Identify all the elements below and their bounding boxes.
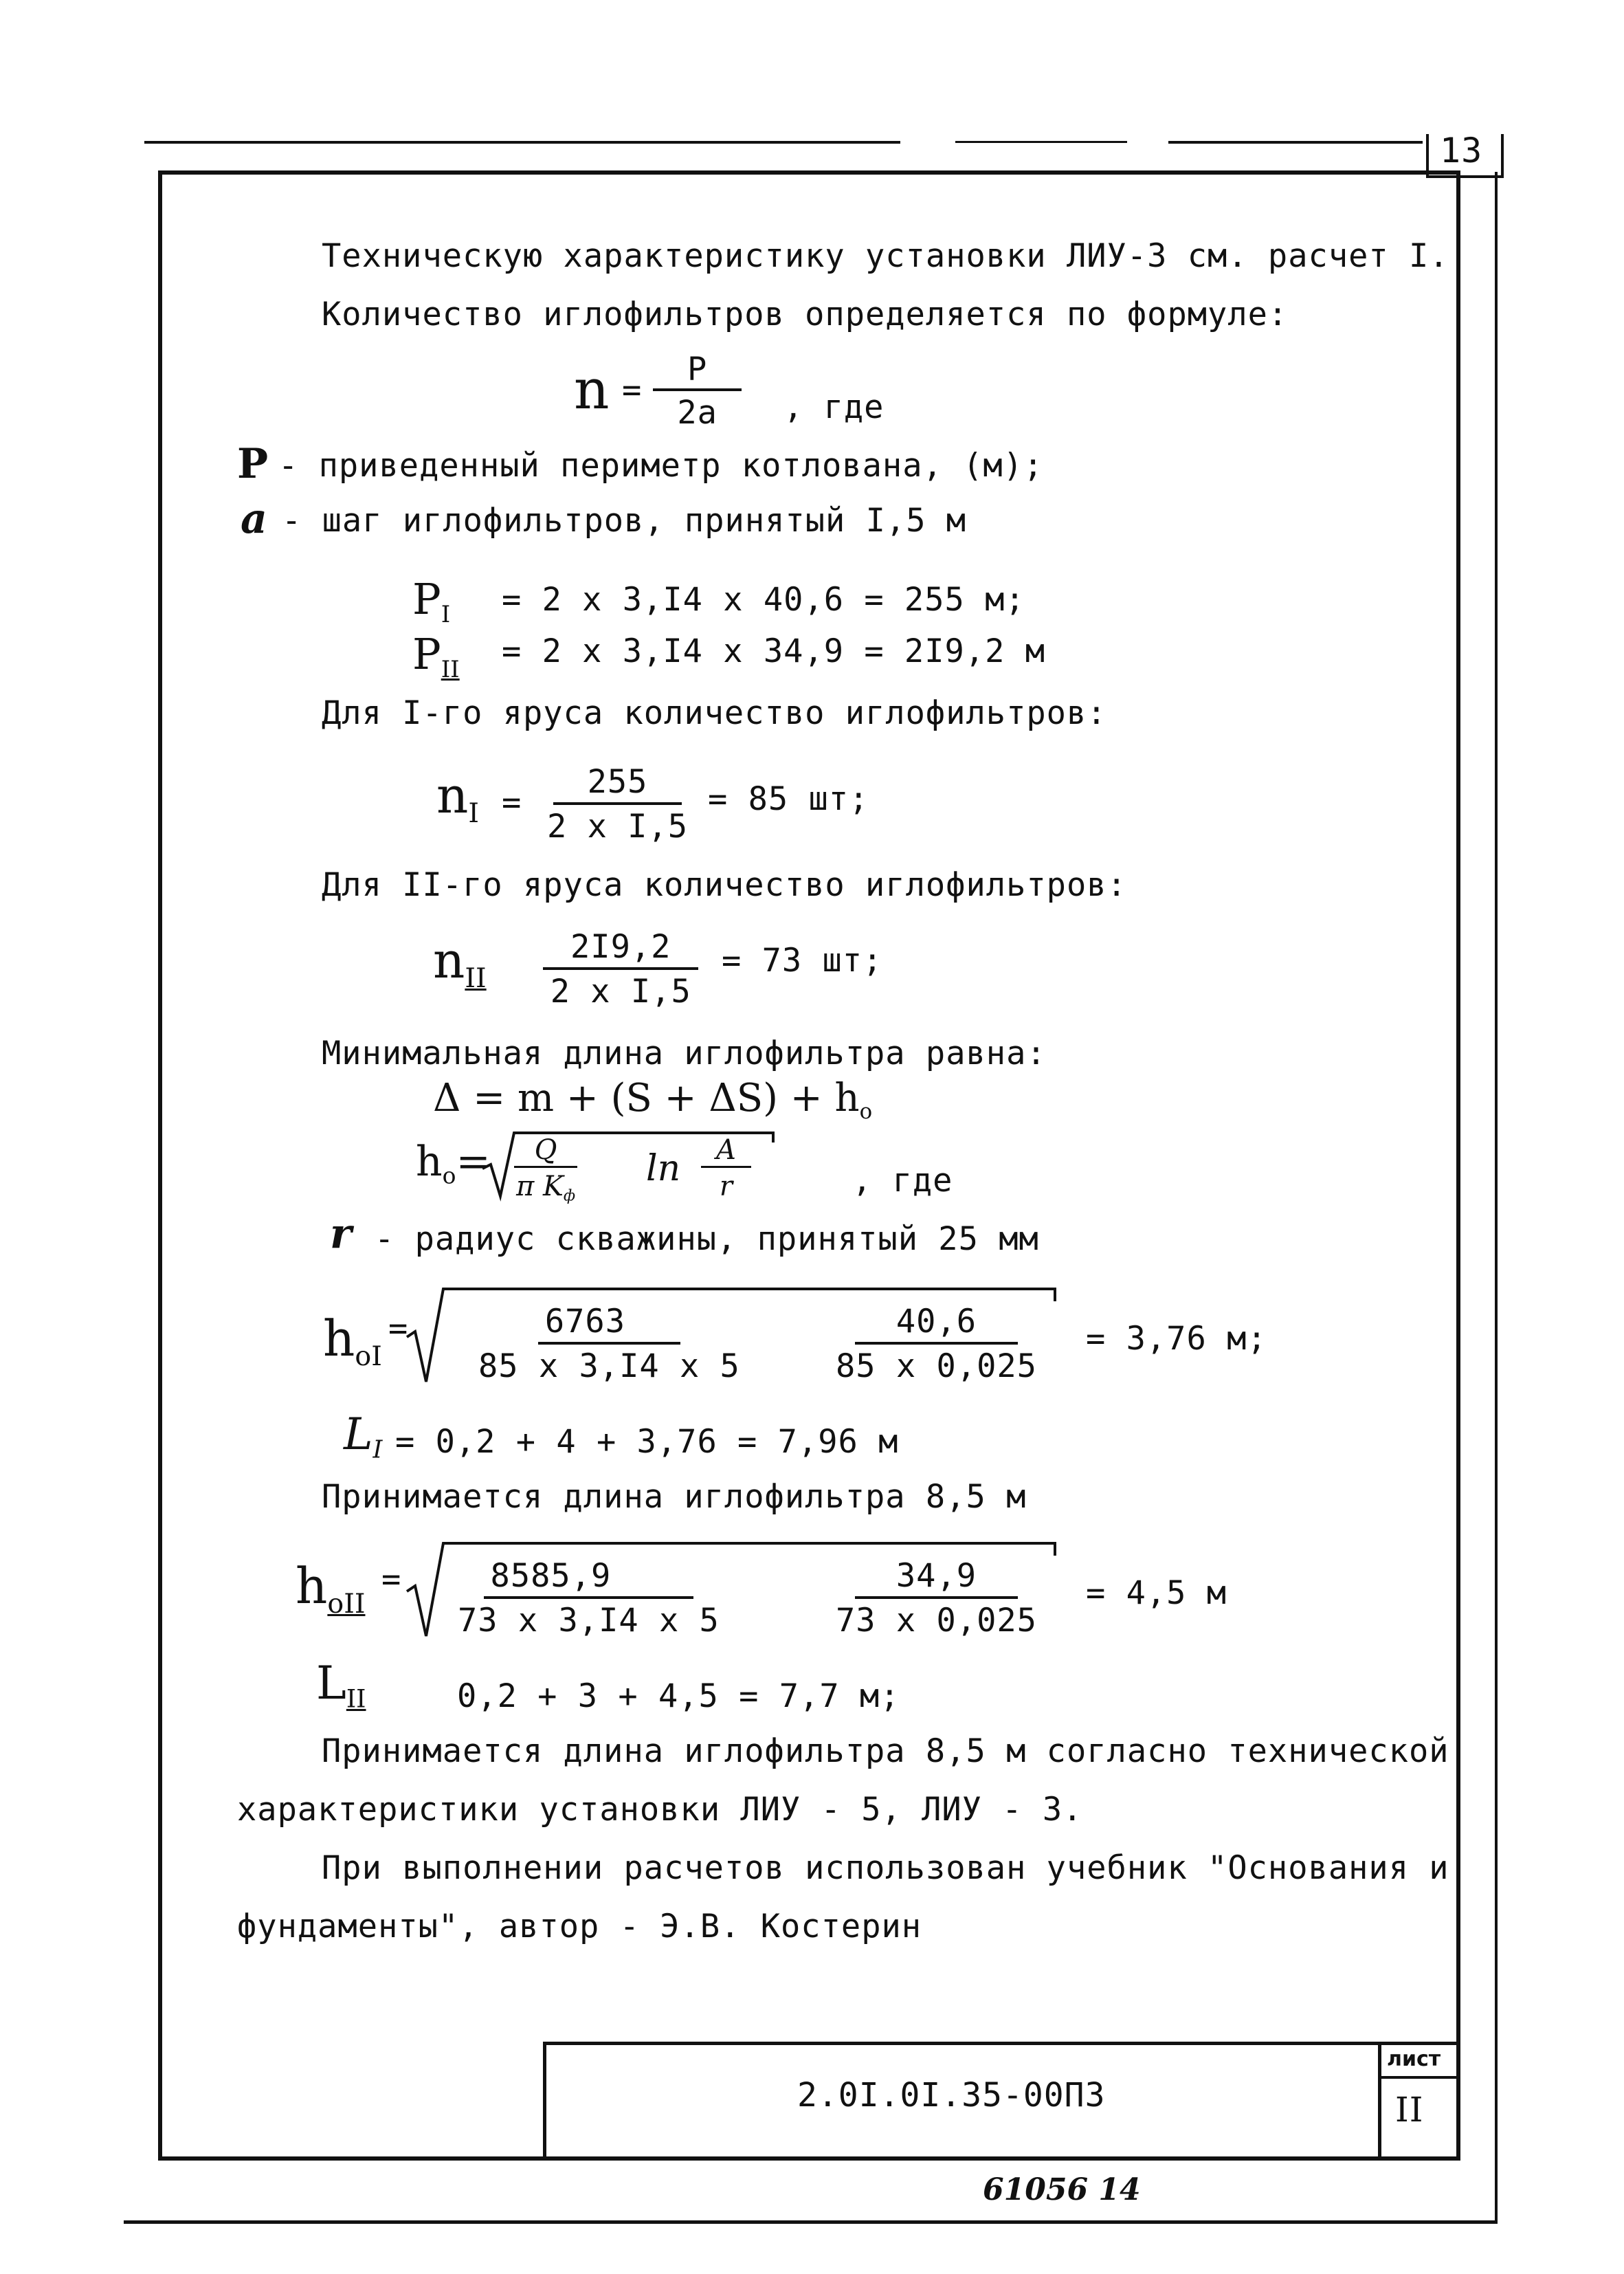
- l1-sub: I: [372, 1435, 383, 1464]
- tier1-fraction: [543, 763, 692, 846]
- calc2-sym: h: [296, 1557, 328, 1615]
- stamp-sheet-divider: [1378, 2076, 1460, 2079]
- l1-symbol: [344, 1409, 382, 1464]
- h0-lhs-eq: =: [456, 1138, 491, 1186]
- delta-formula: [433, 1076, 872, 1124]
- tier1-num: 255: [553, 763, 682, 805]
- tier2-num: 2I9,2: [543, 928, 698, 970]
- tier2-den: 2 x I,5: [550, 973, 691, 1011]
- formula-n-eq: =: [622, 371, 643, 409]
- h0-formula-ln-fraction: [701, 1134, 751, 1202]
- delta-formula-text: Δ = m + (S + ΔS) + h: [433, 1076, 860, 1121]
- formula-n-lhs: n: [574, 357, 610, 421]
- tier1-den: 2 x I,5: [547, 808, 689, 846]
- calc2-fraction-2: [832, 1557, 1041, 1640]
- perimeter-2-sub: II: [441, 655, 460, 683]
- h0-formula-tail: , где: [852, 1162, 953, 1200]
- intro-line-2: Количество иглофильтров определяется по формуле:: [322, 296, 1289, 333]
- def-p-text: - приведенный периметр котлована, (м);: [278, 447, 1044, 485]
- formula-n-den: 2a: [677, 394, 718, 432]
- calc1-fraction-2: [832, 1303, 1041, 1385]
- perimeter-2-sym: P: [412, 629, 441, 679]
- calc2-num-1: 8585,9: [484, 1557, 694, 1599]
- formula-n-tail: , где: [783, 388, 885, 426]
- top-rule-left: [144, 141, 900, 144]
- formula-n-num: P: [653, 351, 742, 391]
- document-code: 2.0I.0I.35-00ПЗ: [797, 2076, 1106, 2115]
- l2-sym: L: [316, 1657, 346, 1710]
- delta-formula-sub: o: [859, 1099, 873, 1124]
- tier2-result: = 73 шт;: [722, 942, 883, 980]
- tier2-fraction: [543, 928, 698, 1011]
- calc2-num-2: 34,9: [855, 1557, 1018, 1599]
- calc2-den-2: 73 x 0,025: [836, 1602, 1037, 1640]
- h0-formula-lhs: [416, 1138, 491, 1189]
- calc1-sub: oI: [355, 1340, 382, 1372]
- perimeter-1-symbol: [412, 574, 450, 628]
- def-a-symbol: a: [241, 495, 267, 543]
- calc1-fraction-1: [474, 1303, 744, 1385]
- tier1-eq: =: [502, 784, 522, 821]
- perimeter-2-symbol: [412, 629, 460, 683]
- intro-line-1: Техническую характеристику установки ЛИУ-3 см. расчет I.: [322, 237, 1449, 275]
- conclusion-line-3: При выполнении расчетов использован учебник "Основания и: [322, 1849, 1449, 1887]
- calc1-num-2: 40,6: [855, 1303, 1018, 1345]
- calc1-result: = 3,76 м;: [1086, 1320, 1267, 1358]
- tier2-sym: n: [433, 931, 465, 989]
- tier2-sub: II: [465, 962, 487, 994]
- h0-formula-num: Q: [514, 1134, 578, 1168]
- r-text: - радиус скважины, принятый 25 мм: [375, 1220, 1039, 1258]
- tier1-symbol: [436, 766, 479, 829]
- def-a-text: - шаг иглофильтров, принятый I,5 м: [282, 502, 967, 540]
- perimeter-1-expr: = 2 x 3,I4 x 40,6 = 255 м;: [502, 581, 1025, 619]
- r-symbol: r: [330, 1210, 352, 1258]
- page-number: 13: [1440, 131, 1483, 170]
- calc2-fraction-1: [454, 1557, 724, 1640]
- handwritten-number: 61056 14: [983, 2172, 1141, 2207]
- formula-n-fraction: [653, 351, 742, 432]
- calc1-eq: =: [388, 1310, 409, 1347]
- l1-expr: = 0,2 + 4 + 3,76 = 7,96 м: [395, 1423, 899, 1461]
- h0-ln-num: A: [701, 1134, 751, 1168]
- top-rule-right: [1168, 141, 1423, 144]
- top-rule-mid: [955, 141, 1127, 143]
- calc2-den-1: 73 x 3,I4 x 5: [458, 1602, 720, 1640]
- calc1-sym: h: [323, 1310, 355, 1367]
- perimeter-1-sym: P: [412, 574, 441, 624]
- h0-den-text: π K: [516, 1171, 564, 1202]
- sheet-label: лист: [1387, 2047, 1441, 2071]
- h0-lhs-sub: o: [442, 1162, 456, 1189]
- sheet-number: II: [1395, 2090, 1424, 2130]
- calc1-accepted: Принимается длина иглофильтра 8,5 м: [322, 1478, 1027, 1516]
- h0-formula-den: [512, 1168, 579, 1205]
- l2-symbol: [316, 1657, 366, 1714]
- tier2-symbol: [433, 931, 487, 994]
- min-length-label: Минимальная длина иглофильтра равна:: [322, 1035, 1047, 1072]
- calc2-eq: =: [381, 1560, 402, 1598]
- h0-formula-fraction: [512, 1134, 579, 1205]
- calc1-den-2: 85 x 0,025: [836, 1347, 1037, 1385]
- conclusion-line-4: фундаменты", автор - Э.В. Костерин: [237, 1908, 922, 1945]
- tier1-label: Для I-го яруса количество иглофильтров:: [322, 694, 1107, 732]
- calc1-num-1: 6763: [538, 1303, 680, 1345]
- perimeter-2-expr: = 2 x 3,I4 x 34,9 = 2I9,2 м: [502, 632, 1046, 670]
- calc2-symbol: [296, 1557, 365, 1620]
- bottom-rule: [124, 2220, 1497, 2224]
- calc1-den-1: 85 x 3,I4 x 5: [478, 1347, 740, 1385]
- calc1-symbol: [323, 1310, 382, 1372]
- tier2-label: Для II-го яруса количество иглофильтров:: [322, 866, 1127, 904]
- l2-expr: 0,2 + 3 + 4,5 = 7,7 м;: [457, 1677, 900, 1715]
- tier1-sym: n: [436, 766, 469, 824]
- h0-formula-ln: ln: [646, 1148, 681, 1189]
- conclusion-line-2: характеристики установки ЛИУ - 5, ЛИУ - 3.: [237, 1791, 1083, 1829]
- def-p-symbol: P: [237, 440, 269, 488]
- frame-right-shadow: [1495, 172, 1498, 2224]
- calc2-sub: oII: [327, 1587, 366, 1620]
- h0-den-sub: ф: [563, 1187, 576, 1205]
- l1-sym: L: [344, 1409, 373, 1460]
- h0-ln-den: r: [719, 1171, 733, 1202]
- tier1-sub: I: [468, 797, 480, 829]
- calc2-result: = 4,5 м: [1086, 1574, 1227, 1612]
- tier1-result: = 85 шт;: [708, 780, 869, 818]
- perimeter-1-sub: I: [441, 600, 451, 628]
- h0-lhs-sym: h: [416, 1138, 443, 1186]
- conclusion-line-1: Принимается длина иглофильтра 8,5 м согласно технической: [322, 1732, 1449, 1770]
- l2-sub: II: [346, 1684, 366, 1714]
